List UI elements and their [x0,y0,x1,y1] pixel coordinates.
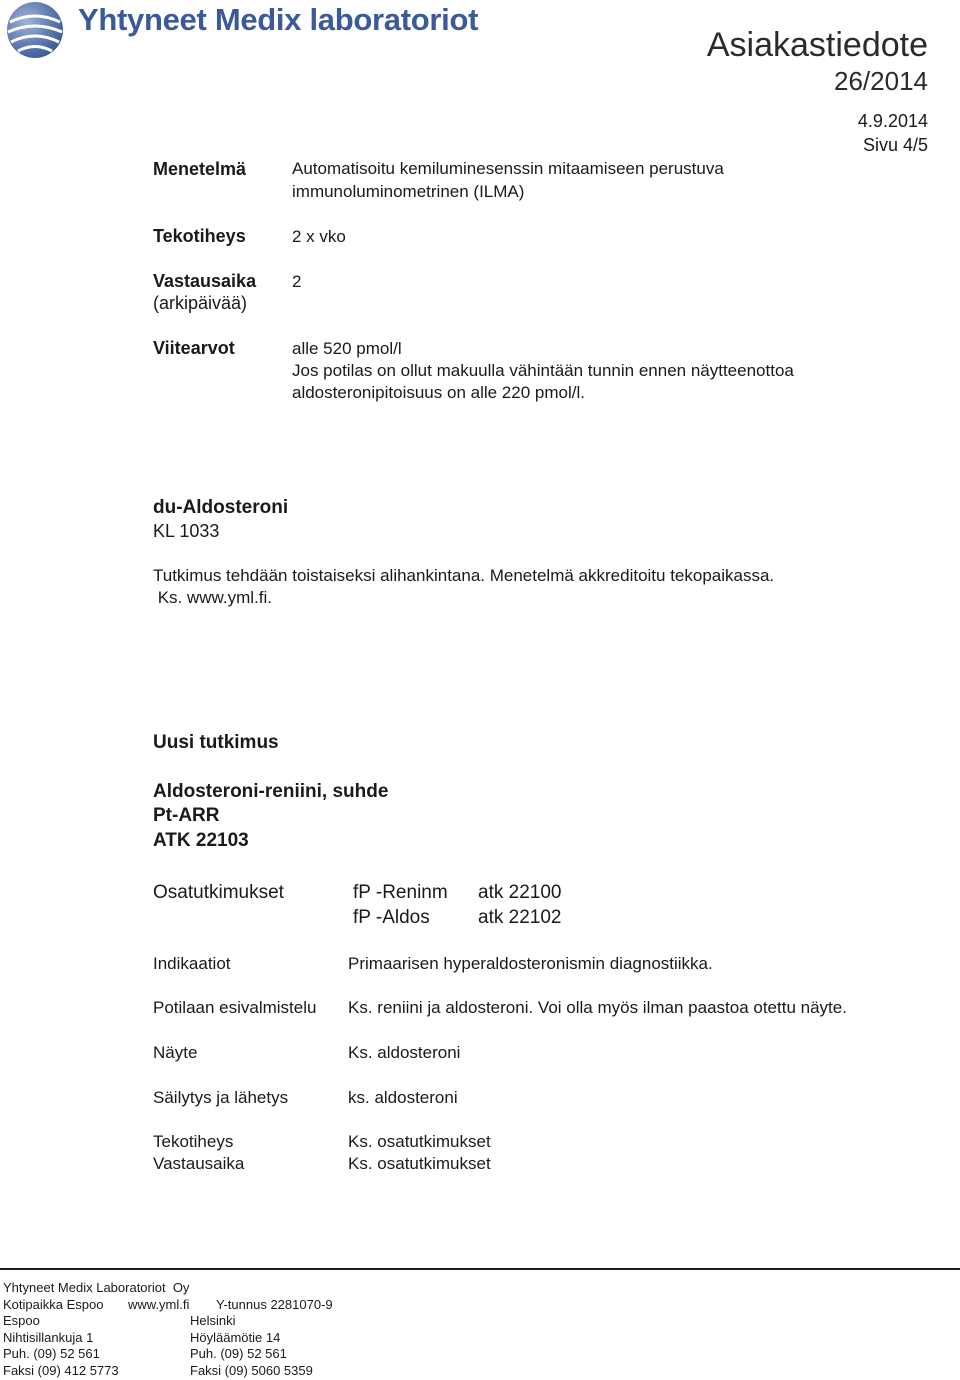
sailytys-value: ks. aldosteroni [348,1088,458,1107]
viitearvot-value-line3: aldosteronipitoisuus on alle 220 pmol/l. [292,383,585,402]
indikaatiot-value: Primaarisen hyperaldosteronismin diagnostiikka. [348,954,713,973]
esivalmistelu-value: Ks. reniini ja aldosteroni. Voi olla myös ilman paastoa otettu näyte. [348,998,847,1017]
page-number: Sivu 4/5 [862,135,928,155]
du-aldosteroni-code: KL 1033 [153,521,220,541]
viitearvot-label: Viitearvot [153,338,235,358]
new-test-vastausaika-value: Ks. osatutkimukset [348,1154,491,1173]
tekotiheys-value: 2 x vko [292,227,346,246]
vastausaika-label: Vastausaika [153,271,257,291]
tekotiheys-label: Tekotiheys [153,226,246,246]
footer-divider [0,1268,960,1270]
subtest-1-atk: atk 22100 [478,882,562,903]
menetelma-value-line2: immunoluminometrinen (ILMA) [292,182,525,201]
company-logo [0,0,479,62]
viitearvot-value-line2: Jos potilas on ollut makuulla vähintään tunnin ennen näytteenottoa [292,361,794,380]
du-aldosteroni-text-line1: Tutkimus tehdään toistaiseksi alihankintana. Menetelmä akkreditoitu tekopaikassa. [153,566,775,585]
indikaatiot-label: Indikaatiot [153,954,231,973]
logo-text: Yhtyneet Medix laboratoriot [78,2,479,37]
sailytys-label: Säilytys ja lähetys [153,1088,289,1107]
document-number: 26/2014 [834,66,928,96]
new-test-vastausaika-label: Vastausaika [153,1154,245,1173]
menetelma-value-line1: Automatisoitu kemiluminesenssin mitaamiseen perustuva [292,159,724,178]
footer-phone-espoo: Puh. (09) 52 561 [3,1346,100,1361]
subtest-2-atk: atk 22102 [478,907,562,928]
footer-city-espoo: Espoo [3,1313,40,1328]
document-title: Asiakastiedote [706,26,928,64]
footer-kotipaikka: Kotipaikka Espoo [3,1297,104,1312]
nayte-label: Näyte [153,1043,198,1062]
du-aldosteroni-text-line2: Ks. www.yml.fi. [153,588,273,607]
footer-website-link[interactable]: www.yml.fi [128,1297,190,1312]
footer-city-helsinki: Helsinki [190,1313,236,1328]
footer-company: Yhtyneet Medix Laboratoriot Oy [3,1280,190,1295]
footer-phone-helsinki: Puh. (09) 52 561 [190,1346,287,1361]
footer-fax-espoo: Faksi (09) 412 5773 [3,1363,119,1378]
vastausaika-value: 2 [292,272,302,291]
osatutkimukset-label: Osatutkimukset [153,882,284,903]
new-test-atk: ATK 22103 [153,830,249,851]
vastausaika-sublabel: (arkipäivää) [153,293,248,313]
new-test-heading: Uusi tutkimus [153,732,279,753]
menetelma-label: Menetelmä [153,159,247,179]
new-test-tekotiheys-value: Ks. osatutkimukset [348,1132,491,1151]
footer-fax-helsinki: Faksi (09) 5060 5359 [190,1363,313,1378]
new-test-name: Aldosteroni-reniini, suhde [153,781,389,802]
new-test-tekotiheys-label: Tekotiheys [153,1132,234,1151]
viitearvot-value-line1: alle 520 pmol/l [292,339,402,358]
footer-ytunnus: Y-tunnus 2281070-9 [216,1297,333,1312]
du-aldosteroni-title: du-Aldosteroni [153,497,289,518]
footer-address-helsinki: Höyläämötie 14 [190,1330,281,1345]
subtest-1-name: fP -Reninm [353,882,448,903]
new-test-abbr: Pt-ARR [153,805,220,826]
document-date: 4.9.2014 [857,111,928,131]
nayte-value: Ks. aldosteroni [348,1043,461,1062]
sphere-logo-icon [2,0,68,60]
esivalmistelu-label: Potilaan esivalmistelu [153,998,317,1017]
footer-address-espoo: Nihtisillankuja 1 [3,1330,94,1345]
subtest-2-name: fP -Aldos [353,907,430,928]
